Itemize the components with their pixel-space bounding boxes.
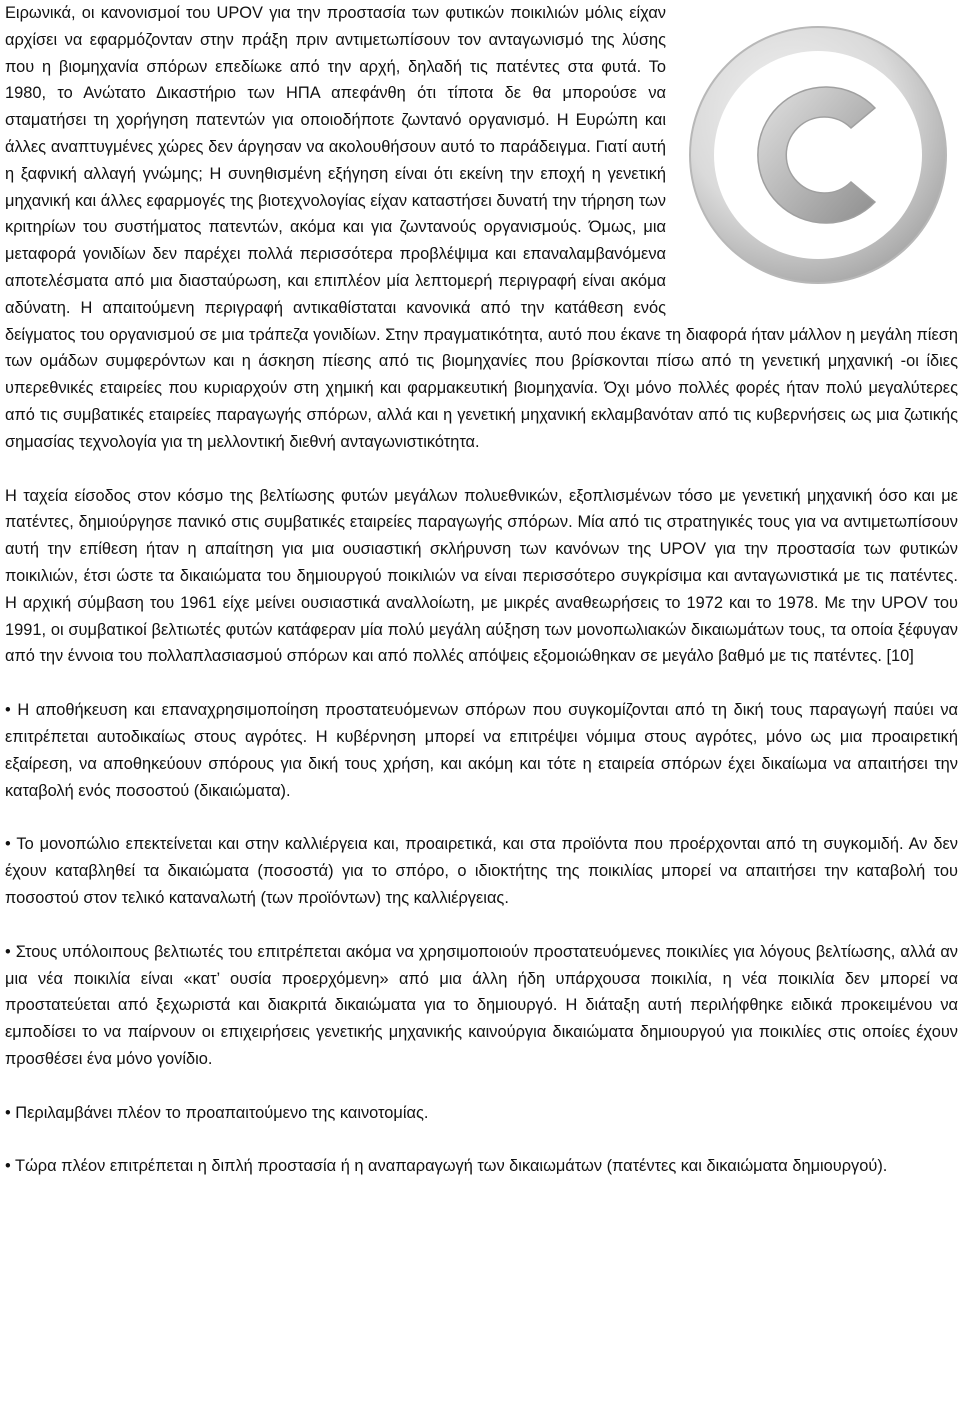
bullet-seed-saving: • Η αποθήκευση και επαναχρησιμοποίηση προστατευόμενων σπόρων που συγκομίζονται από τη δική τους παραγωγή παύει να επιτρέπεται αυτοδικαίως στους αγρότες. Η κυβέρνηση μπορεί να επιτρέψει νόμιμα στους αγρότες, μόνο ως μια προαιρετική εξαίρεση, να αποθηκεύουν σπόρους για δική τους χρήση, και ακόμη και τότε η εταιρεία σπόρων έχει δικαίωμα να απαιτήσει την καταβολή ενός ποσοστού (δικαιώματα). xyxy=(5,701,958,800)
paragraph-intro: Ειρωνικά, οι κανονισμοί του UPOV για την προστασία των φυτικών ποικιλιών μόλις είχαν αρχίσει να εφαρμόζονταν στην πράξη πριν αντιμετωπίσουν τον ανταγωνισμό της λύσης που η βιομηχανία σπόρων επεδίωκε από την αρχή, δηλαδή τις πατέντες στα φυτά. Το 1980, το Ανώτατο Δικαστήριο των ΗΠΑ απεφάνθη ότι τίποτα δε θα μπορούσε να σταματήσει τη χορήγηση πατεντών για οποιοδήποτε ζωντανό οργανισμό. Η Ευρώπη και άλλες αναπτυγμένες χώρες δεν άργησαν να ακολουθήσουν αυτό το παράδειγμα. Γιατί αυτή η ξαφνική αλλαγή γνώμης; Η συνηθισμένη εξήγηση είναι ότι εκείνη την εποχή η γενετική μηχανική και άλλες εφαρμογές της βιοτεχνολογίας είχαν καταστήσει δυνατή την τήρηση των κριτηρίων του συστήματος πατεντών, ακόμα και για ζωντανούς οργανισμούς. Όμως, μια μεταφορά γονιδίων δεν παρέχει πολλά περισσότερα προβλέψιμα και επαναλαμβανόμενα αποτελέσματα από μια διασταύρωση, και επιπλέον μία λεπτομερή περιγραφή είναι ακόμα αδύνατη. Η απαιτούμενη περιγραφή αντικαθίσταται κανονικά από την κατάθεση ενός δείγματος του οργανισμού σε μια τράπεζα γονιδίων. Στην πραγματικότητα, αυτό που έκανε τη διαφορά ήταν μάλλον η μεγάλη πίεση των ομάδων συμφερόντων και η άσκηση πίεσης από τις βιομηχανίες που βρίσκονται πίσω από τη γενετική μηχανική -οι ίδιες υπερεθνικές εταιρείες που κυριαρχούν στη χημική και φαρμακευτική βιομηχανία. Όχι μόνο πολλές φορές ήταν πολύ μεγαλύτερες από τις συμβατικές εταιρείες παραγωγής σπόρων, αλλά και η γενετική μηχανική εκλαμβανόταν από τις κυβερνήσεις ως μια ζωτικής σημασίας τεχνολογία για τη μελλοντική διεθνή ανταγωνιστικότητα. xyxy=(5,4,958,451)
bullet-breeders-exemption: • Στους υπόλοιπους βελτιωτές του επιτρέπεται ακόμα να χρησιμοποιούν προστατευόμενες ποικιλίες για λόγους βελτίωσης, αλλά αν μια νέα ποικιλία είναι «κατ’ ουσία προερχόμενη» από μια άλλη ήδη υπάρχουσα ποικιλία, η νέα ποικιλία δεν μπορεί να προστατεύεται από ξεχωριστά και διακριτά δικαιώματα για το δημιουργό. Η διάταξη αυτή περιλήφθηκε ειδικά προκειμένου να εμποδίσει το να παίρνουν οι επιχειρήσεις γενετικής μηχανικής καινούργια δικαιώματα δημιουργού για ποικιλίες στις οποίες έχουν προσθέσει ένα μόνο γονίδιο. xyxy=(5,942,958,1068)
paragraph-upov: Η ταχεία είσοδος στον κόσμο της βελτίωσης φυτών μεγάλων πολυεθνικών, εξοπλισμένων τόσο με γενετική μηχανική όσο και με πατέντες, δημιούργησε πανικό στις συμβατικές εταιρείες παραγωγής σπόρων. Μία από τις στρατηγικές τους για να αντιμετωπίσουν αυτή την επίθεση ήταν η απαίτηση για μια ουσιαστική σκλήρυνση των κανόνων της UPOV για την προστασία των φυτικών ποικιλιών, έτσι ώστε τα δικαιώματα του δημιουργού ποικιλιών να είναι περισσότερο συγκρίσιμα και ανταγωνιστικά με τις πατέντες. Η αρχική σύμβαση του 1961 είχε μείνει ουσιαστικά αναλλοίωτη, με μικρές αναθεωρήσεις το 1972 και το 1978. Με την UPOV του 1991, οι συμβατικοί βελτιωτές φυτών κατάφεραν μία πολύ μεγάλη αύξηση των μονοπωλιακών δικαιωμάτων τους, τα οποία ξέφυγαν από την έννοια του πολλαπλασιασμού σπόρων και από πολλές απόψεις εξομοιώθηκαν σε μεγάλο βαθμό με τις πατέντες. [10] xyxy=(5,486,958,666)
document-body xyxy=(5,0,958,1180)
bullet-double-protection: • Τώρα πλέον επιτρέπεται η διπλή προστασία ή η αναπαραγωγή των δικαιωμάτων (πατέντες και δικαιώματα δημιουργού). xyxy=(5,1157,888,1176)
bullet-novelty: • Περιλαμβάνει πλέον το προαπαιτούμενο της καινοτομίας. xyxy=(5,1103,429,1122)
bullet-harvest-products: • Το μονοπώλιο επεκτείνεται και στην καλλιέργεια και, προαιρετικά, και στα προϊόντα που προέρχονται από τη συγκομιδή. Αν δεν έχουν καταβληθεί τα δικαιώματα (ποσοστά) για το σπόρο, ο ιδιοκτήτης της ποικιλίας μπορεί να απαιτήσει την καταβολή του ποσοστού στον τελικό καταναλωτή (των προϊόντων) της καλλιέργειας. xyxy=(5,835,958,907)
